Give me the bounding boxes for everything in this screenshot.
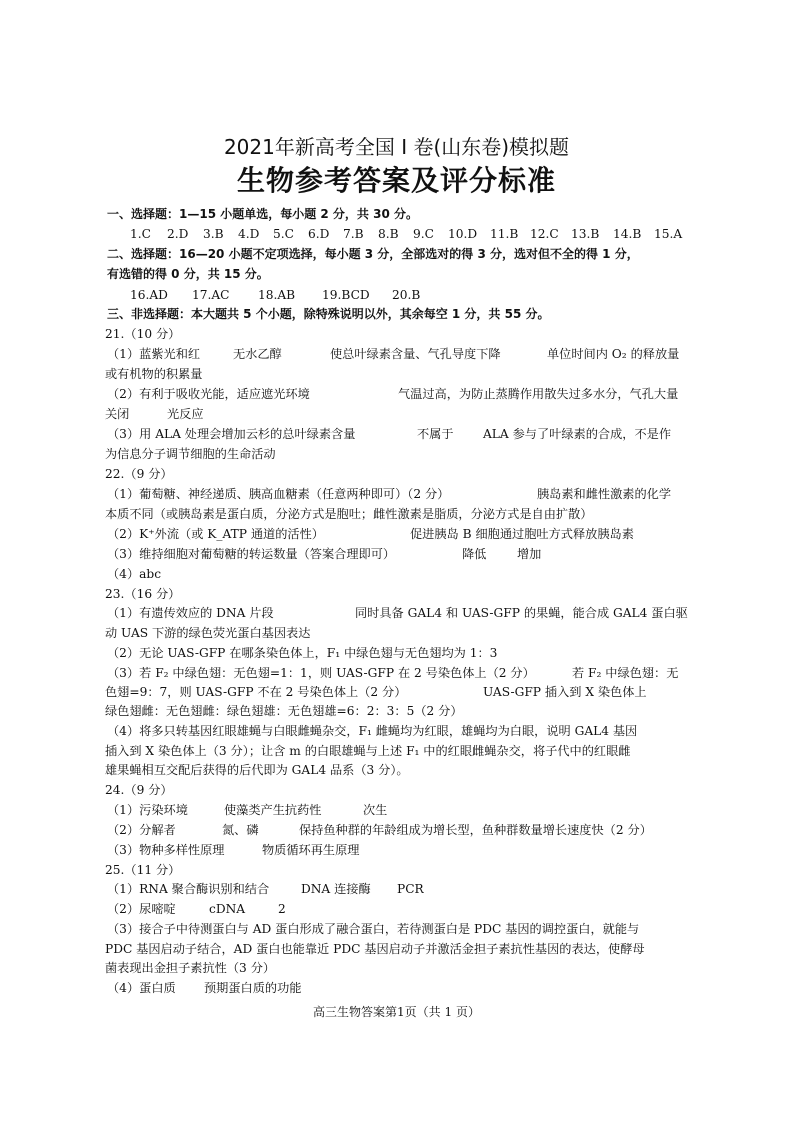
q21-blank-8: 光反应 [167, 407, 204, 421]
q23-blank-6: UAS-GFP 插入到 X 染色体上 [483, 685, 647, 699]
document-title: 生物参考答案及评分标准 [236, 164, 556, 197]
q24-blank-5: 氮、磷 [222, 823, 259, 837]
q22-blank-1: （1）葡萄糖、神经递质、胰高血糖素（任意两种即可）（2 分） [107, 487, 450, 501]
q23-line: 绿色翅雌：无色翅雌：绿色翅雄：无色翅雄=6：2：3：5（2 分） [105, 704, 463, 718]
page-footer: 高三生物答案第1页（共 1 页） [313, 1005, 480, 1019]
q25-line: PDC 基因启动子结合，AD 蛋白也能靠近 PDC 基因启动子并激活金担子素抗性基因的表达，使酵母 [105, 942, 645, 956]
q24-blank-4: （2）分解者 [107, 823, 176, 837]
q22-blank-5: （3）维持细胞对葡萄糖的转运数量（答案合理即可） [107, 547, 396, 561]
answer-11: 11.B [490, 227, 519, 241]
answer-15: 15.A [654, 227, 683, 241]
answer-4: 4.D [238, 227, 260, 241]
q24-blank-7: （3）物种多样性原理 [107, 843, 225, 857]
answer-12: 12.C [530, 227, 559, 241]
q25-blank-8: 预期蛋白质的功能 [204, 981, 302, 995]
q23-line: 雄果蝇相互交配后获得的后代即为 GAL4 品系（3 分）。 [105, 763, 409, 777]
q22-heading: 22.（9 分） [105, 467, 173, 481]
q24-blank-3: 次生 [363, 803, 388, 817]
q21-blank-11: ALA 参与了叶绿素的合成，不是作 [483, 427, 672, 441]
q23-heading: 23.（16 分） [105, 587, 181, 601]
q21-blank-1: （1）蓝紫光和红 [107, 347, 201, 361]
q25-blank-5: cDNA [209, 902, 246, 916]
answer-7: 7.B [343, 227, 364, 241]
q24-line [107, 842, 360, 858]
q23-blank-1: （1）有遗传效应的 DNA 片段 [107, 606, 274, 620]
q25-blank-4: （2）尿嘧啶 [107, 902, 176, 916]
q21-blank-7: 关闭 [105, 407, 130, 421]
q21-blank-5: （2）有利于吸收光能，适应遮光环境 [107, 387, 310, 401]
q24-line [107, 802, 388, 818]
q25-line [107, 980, 302, 996]
section-1-heading: 一、选择题：1—15 小题单选，每小题 2 分，共 30 分。 [107, 207, 418, 221]
answer-16: 16.AD [130, 288, 168, 302]
q21-blank-9: （3）用 ALA 处理会增加云杉的总叶绿素含量 [107, 427, 356, 441]
answer-1: 1.C [130, 227, 151, 241]
section-3-heading: 三、非选择题：本大题共 5 个小题，除特殊说明以外，其余每空 1 分，共 55 分。 [107, 307, 550, 321]
q22-line [107, 486, 672, 502]
answer-19: 19.BCD [322, 288, 370, 302]
q22-line [107, 526, 634, 542]
q21-blank-10: 不属于 [417, 427, 454, 441]
q25-blank-7: （4）蛋白质 [107, 981, 176, 995]
q24-blank-2: 使藻类产生抗药性 [224, 803, 322, 817]
answer-6: 6.D [308, 227, 330, 241]
answer-18: 18.AB [258, 288, 296, 302]
q23-blank-3: （3）若 F₂ 中绿色翅：无色翅=1：1，则 UAS-GFP 在 2 号染色体上（2 分） [107, 666, 535, 680]
q21-blank-2: 无水乙醇 [233, 347, 282, 361]
q25-line [107, 901, 286, 917]
answer-5: 5.C [273, 227, 294, 241]
q25-blank-2: DNA 连接酶 [301, 882, 371, 896]
q22-blank-4: 促进胰岛 B 细胞通过胞吐方式释放胰岛素 [410, 527, 634, 541]
q21-blank-3: 使总叶绿素含量、气孔导度下降 [330, 347, 501, 361]
answer-10: 10.D [448, 227, 478, 241]
q22-blank-6: 降低 [462, 547, 487, 561]
q22-line: 本质不同（或胰岛素是蛋白质，分泌方式是胞吐；雌性激素是脂质，分泌方式是自由扩散） [105, 507, 593, 521]
section-2-heading: 二、选择题：16—20 小题不定项选择，每小题 3 分，全部选对的得 3 分，选对但不全的得 1 分， [107, 247, 639, 261]
q23-line [107, 605, 688, 621]
q22-line: （4）abc [107, 567, 162, 581]
section-2-heading-cont: 有选错的得 0 分，共 15 分。 [107, 267, 269, 281]
q21-blank-6: 气温过高，为防止蒸腾作用散失过多水分，气孔大量 [398, 387, 679, 401]
answer-3: 3.B [203, 227, 224, 241]
q21-blank-4: 单位时间内 O₂ 的释放量 [547, 347, 680, 361]
answer-17: 17.AC [192, 288, 230, 302]
q21-line: 为信息分子调节细胞的生命活动 [105, 447, 276, 461]
q25-blank-3: PCR [397, 882, 424, 896]
q24-blank-8: 物质循环再生原理 [262, 843, 360, 857]
q25-line: （3）接合子中待测蛋白与 AD 蛋白形成了融合蛋白，若待测蛋白是 PDC 基因的调控蛋白，就能与 [107, 922, 640, 936]
answer-13: 13.B [571, 227, 600, 241]
q24-blank-6: 保持鱼种群的年龄组成为增长型，鱼种群数量增长速度快（2 分） [299, 823, 652, 837]
q22-blank-7: 增加 [517, 547, 542, 561]
q21-line: 或有机物的积累量 [105, 367, 203, 381]
answer-2: 2.D [167, 227, 189, 241]
q23-line: 动 UAS 下游的绿色荧光蛋白基因表达 [105, 626, 311, 640]
q22-line [107, 546, 542, 562]
q23-blank-4: 若 F₂ 中绿色翅：无 [572, 666, 679, 680]
q21-heading: 21.（10 分） [105, 327, 181, 341]
q23-line: （2）无论 UAS-GFP 在哪条染色体上，F₁ 中绿色翅与无色翅均为 1：3 [107, 646, 498, 660]
q21-line [107, 346, 680, 362]
q23-line [107, 665, 679, 681]
q25-line [107, 881, 424, 897]
q23-blank-5: 色翅=9：7，则 UAS-GFP 不在 2 号染色体上（2 分） [105, 685, 407, 699]
q24-heading: 24.（9 分） [105, 783, 173, 797]
exam-title: 2021年新高考全国 I 卷(山东卷)模拟题 [223, 135, 570, 159]
q21-line [107, 386, 679, 402]
answer-8: 8.B [378, 227, 399, 241]
q23-line [105, 684, 647, 700]
q23-line: 插入到 X 染色体上（3 分）；让含 m 的白眼雄蝇与上述 F₁ 中的红眼雌蝇杂交，将子代中的红眼雌 [105, 744, 631, 758]
q25-heading: 25.（11 分） [105, 863, 181, 877]
q23-line: （4）将多只转基因红眼雄蝇与白眼雌蝇杂交，F₁ 雌蝇均为红眼，雄蝇均为白眼，说明 GAL4 基因 [107, 724, 638, 738]
q21-line [105, 406, 204, 422]
q22-blank-3: （2）K⁺外流（或 K_ATP 通道的活性） [107, 527, 324, 541]
q24-blank-1: （1）污染环境 [107, 803, 188, 817]
q24-line [107, 822, 652, 838]
q23-blank-2: 同时具备 GAL4 和 UAS-GFP 的果蝇，能合成 GAL4 蛋白驱 [355, 606, 688, 620]
q21-line [107, 426, 672, 442]
answer-20: 20.B [392, 288, 421, 302]
q25-blank-6: 2 [278, 902, 286, 916]
q22-blank-2: 胰岛素和雌性激素的化学 [537, 487, 672, 501]
answer-14: 14.B [613, 227, 642, 241]
q25-blank-1: （1）RNA 聚合酶识别和结合 [107, 882, 270, 896]
answer-9: 9.C [413, 227, 434, 241]
q25-line: 菌表现出金担子素抗性（3 分） [105, 961, 276, 975]
